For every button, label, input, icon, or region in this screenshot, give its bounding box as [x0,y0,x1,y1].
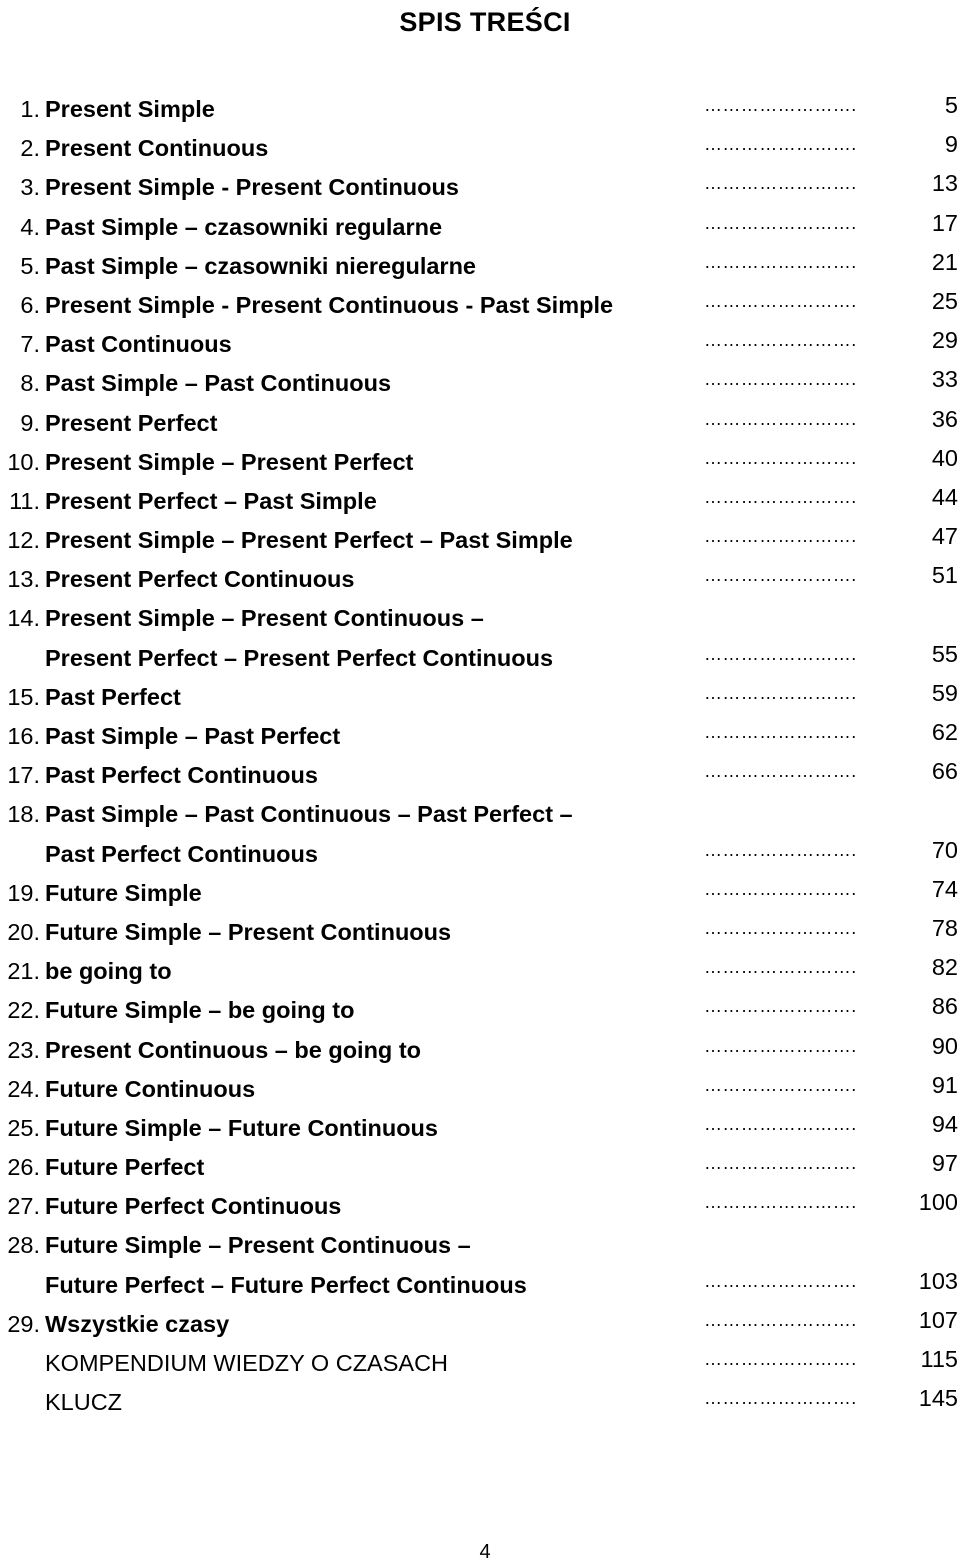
toc-entry-leader-dots: ……………………. [704,1349,857,1369]
toc-entry-leader-dots: ……………………. [704,839,857,860]
toc-entry-number: 29. [7,1310,40,1337]
toc-entry-page-number: 78 [931,914,958,941]
toc-entry-page-number: 59 [931,679,958,706]
toc-entry [0,639,960,678]
toc-entry-page-number: 21 [931,248,958,275]
toc-entry [0,1383,960,1422]
toc-entry-leader-dots: ……………………. [704,251,857,272]
toc-entry-number: 26. [7,1154,40,1181]
toc-entry [0,1148,960,1187]
toc-entry-label: Present Simple – Present Continuous – [45,605,484,632]
toc-entry-label: Past Simple – Past Continuous – Past Perfect – [45,801,573,828]
toc-entry-leader-dots: ……………………. [704,643,857,664]
toc-entry-page-number: 17 [931,209,958,236]
toc-entry-leader-dots: ……………………. [704,408,857,429]
toc-entry-label: Present Continuous – be going to [45,1036,421,1063]
toc-entry [0,1266,960,1305]
toc-entry-label: Past Simple – Past Continuous [45,370,392,397]
toc-entry-label: Past Simple – Past Perfect [45,723,341,749]
toc-entry-leader-dots: ……………………. [704,996,857,1017]
toc-entry-label: Past Continuous [45,331,232,358]
toc-entry-leader-dots: ……………………. [704,1388,857,1409]
toc-entry-label: Present Simple - Present Continuous - Past Simple [45,291,614,318]
toc-entry-page-number: 82 [931,954,958,981]
toc-entry-leader-dots: ……………………. [704,1035,857,1056]
toc-entry-page-number: 145 [918,1385,958,1412]
toc-entry-label: Present Simple – Present Perfect – Past Simple [45,527,573,554]
toc-entry-label: Future Simple – Present Continuous – [45,1232,471,1259]
toc-entry-leader-dots: ……………………. [704,1153,857,1174]
toc-entry-number: 9. [20,409,40,436]
toc-entry-number: 18. [7,801,40,828]
toc-entry [0,286,960,325]
toc-entry-number: 21. [7,958,40,985]
toc-entry-label: Present Simple – Present Perfect [45,448,414,475]
toc-entry-page-number: 94 [931,1110,958,1137]
toc-entry-page-number: 74 [931,875,958,902]
toc-entry [0,1226,960,1265]
toc-entry-label: Present Perfect Continuous [45,566,355,593]
toc-entry-leader-dots: ……………………. [704,722,857,742]
toc-entry-number: 28. [7,1232,40,1259]
toc-entry-label: Past Perfect Continuous [45,762,318,789]
toc-entry-number: 14. [7,605,40,632]
toc-entry [0,168,960,207]
toc-entry-label: Present Perfect – Present Perfect Continuous [45,644,554,671]
toc-entry-page-number: 36 [931,405,958,432]
toc-entry-number: 16. [7,723,40,749]
toc-entry-label: Wszystkie czasy [45,1310,230,1337]
toc-entry-page-number: 25 [931,287,958,314]
toc-entry-leader-dots: ……………………. [704,917,857,938]
toc-entry-page-number: 66 [931,758,958,785]
toc-entry-leader-dots: ……………………. [704,682,857,703]
toc-entry-leader-dots: ……………………. [704,212,857,233]
toc-entry-page-number: 91 [931,1071,958,1098]
toc-entry-label: Future Perfect Continuous [45,1193,342,1220]
toc-entry-label: Present Simple [45,96,215,122]
toc-entry-page-number: 115 [920,1346,958,1372]
toc-entry-leader-dots: ……………………. [704,486,857,507]
toc-entry [0,1070,960,1109]
toc-entry-leader-dots: ……………………. [704,95,857,115]
toc-entry-leader-dots: ……………………. [704,173,857,194]
toc-entry-page-number: 47 [931,523,958,550]
toc-entry [0,756,960,795]
toc-entry [0,247,960,286]
toc-entry [0,1344,960,1383]
toc-entry-page-number: 90 [931,1032,958,1059]
toc-entry-page-number: 44 [931,483,958,510]
toc-entry [0,599,960,638]
toc-entry [0,364,960,403]
toc-entry-leader-dots: ……………………. [704,1113,857,1134]
toc-entry-number: 23. [7,1036,40,1063]
toc-entry-label: Future Simple – be going to [45,997,355,1024]
toc-entry-leader-dots: ……………………. [704,290,857,311]
toc-entry-number: 1. [20,96,40,122]
toc-entry [0,443,960,482]
toc-entry-label: Present Simple - Present Continuous [45,174,459,201]
toc-entry [0,717,960,756]
toc-entry [0,521,960,560]
toc-entry-page-number: 40 [931,444,958,471]
toc-entry-label: Past Simple – czasowniki regularne [45,213,443,240]
toc-entry-number: 22. [7,997,40,1024]
toc-entry [0,482,960,521]
toc-entry-number: 12. [7,527,40,554]
toc-entry-page-number: 100 [918,1189,958,1216]
toc-entry [0,1305,960,1344]
toc-entry-page-number: 86 [931,993,958,1020]
toc-entry-page-number: 9 [944,131,958,158]
table-of-contents [0,90,960,1422]
toc-entry-page-number: 97 [931,1150,958,1177]
toc-entry-label: Past Perfect [45,683,181,710]
toc-entry [0,90,960,129]
toc-entry-page-number: 13 [931,170,958,197]
toc-entry [0,835,960,874]
toc-entry-page-number: 5 [944,92,958,118]
toc-entry-page-number: 55 [931,640,958,667]
toc-entry-number: 11. [9,487,40,514]
toc-entry-leader-dots: ……………………. [704,134,857,155]
toc-entry-number: 10. [7,448,40,475]
toc-entry-page-number: 62 [931,719,958,745]
toc-entry-label: Future Continuous [45,1075,256,1102]
toc-entry-page-number: 70 [931,836,958,863]
toc-entry [0,874,960,913]
toc-entry-label: Present Perfect – Past Simple [45,487,377,514]
toc-entry-page-number: 107 [918,1306,958,1333]
toc-entry-page-number: 51 [931,562,958,589]
toc-entry-number: 15. [7,683,40,710]
toc-entry-number: 8. [20,370,40,397]
toc-entry-number: 27. [7,1193,40,1220]
toc-entry-label: Present Perfect [45,409,218,436]
toc-entry-label: Future Perfect – Future Perfect Continuous [45,1271,527,1298]
toc-entry [0,1031,960,1070]
toc-entry-leader-dots: ……………………. [704,369,857,390]
toc-entry-leader-dots: ……………………. [704,761,857,782]
toc-entry-label: be going to [45,958,172,985]
toc-entry-leader-dots: ……………………. [704,1074,857,1095]
toc-entry-label: Future Perfect [45,1154,205,1181]
toc-entry [0,795,960,834]
toc-entry-number: 20. [7,918,40,945]
toc-entry-label: Future Simple – Future Continuous [45,1114,438,1141]
toc-entry-leader-dots: ……………………. [704,957,857,978]
toc-entry-number: 6. [20,291,40,318]
toc-entry-label: KLUCZ [45,1389,123,1416]
toc-entry-number: 4. [20,213,40,240]
toc-entry [0,678,960,717]
toc-entry-leader-dots: ……………………. [704,1309,857,1330]
toc-entry-number: 5. [20,252,40,279]
toc-entry-label: Present Continuous [45,135,269,162]
toc-entry [0,952,960,991]
toc-entry-number: 25. [7,1114,40,1141]
toc-entry-label: KOMPENDIUM WIEDZY O CZASACH [45,1350,449,1376]
toc-entry-label: Past Perfect Continuous [45,840,318,867]
toc-entry-leader-dots: ……………………. [704,526,857,547]
toc-entry-number: 24. [7,1075,40,1102]
toc-entry [0,1187,960,1226]
toc-entry [0,404,960,443]
toc-entry [0,1109,960,1148]
toc-entry-number: 2. [20,135,40,162]
toc-entry-leader-dots: ……………………. [704,565,857,586]
toc-entry-label: Future Simple – Present Continuous [45,918,452,945]
toc-entry-leader-dots: ……………………. [704,1192,857,1213]
toc-entry-label: Future Simple [45,879,202,906]
toc-entry-leader-dots: ……………………. [704,878,857,899]
toc-entry-number: 19. [7,879,40,906]
toc-entry-number: 3. [20,174,40,201]
toc-entry-page-number: 29 [931,327,958,354]
toc-entry-leader-dots: ……………………. [704,1270,857,1291]
toc-entry-leader-dots: ……………………. [704,330,857,351]
toc-entry-number: 13. [7,566,40,593]
toc-entry [0,325,960,364]
toc-entry [0,913,960,952]
toc-entry [0,991,960,1030]
toc-entry-label: Past Simple – czasowniki nieregularne [45,252,476,279]
toc-entry [0,208,960,247]
footer-page-number: 4 [479,1541,491,1563]
toc-entry [0,560,960,599]
toc-entry-number: 7. [20,331,40,358]
toc-entry-page-number: 103 [918,1267,958,1294]
toc-entry-number: 17. [7,762,40,789]
toc-entry-page-number: 33 [931,366,958,393]
toc-entry-leader-dots: ……………………. [704,447,857,468]
page-title: SPIS TREŚCI [399,7,571,37]
toc-entry [0,129,960,168]
